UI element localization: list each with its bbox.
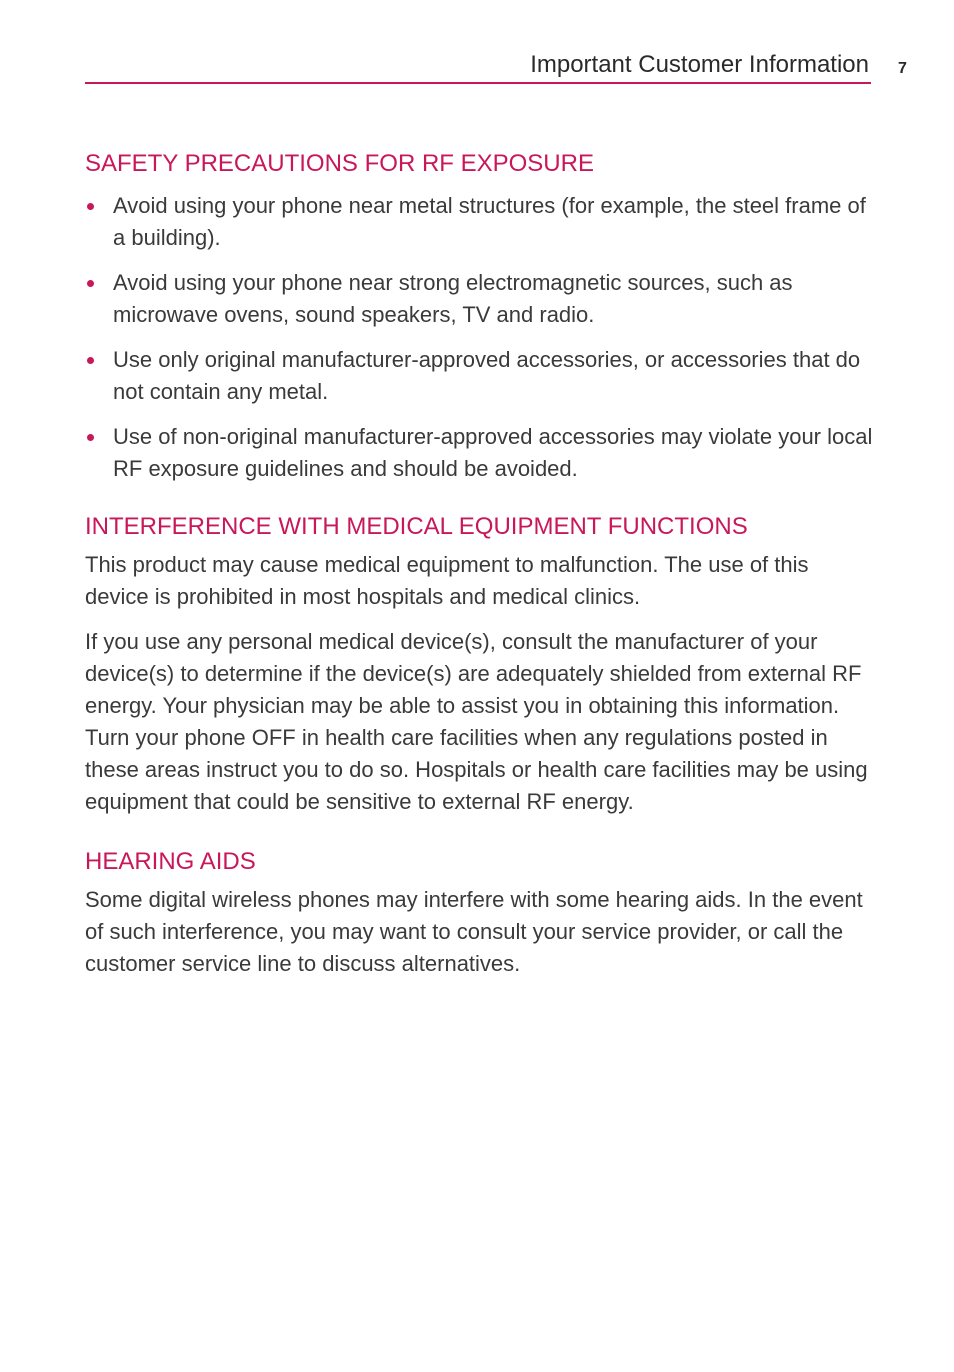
- list-item-text: Use only original manufacturer-approved accessories, or accessories that do not contain any metal.: [113, 347, 861, 404]
- section-medical-interference: [85, 511, 875, 818]
- page-number: 7: [898, 60, 907, 77]
- section-heading-rf-exposure: SAFETY PRECAUTIONS FOR RF EXPOSURE: [85, 150, 594, 177]
- rf-precautions-list: [85, 190, 875, 485]
- list-item-text: Avoid using your phone near metal structures (for example, the steel frame of a building).: [113, 193, 866, 250]
- section-rf-exposure: [85, 148, 875, 485]
- section-hearing-aids: [85, 846, 875, 980]
- paragraph: If you use any personal medical device(s), consult the manufacturer of your device(s) to determine if the device(s) are adequately shielded from external RF energy. Your physician may be able to assist you in obtaining this information. Turn your phone OFF in health care facilities when any regulations posted in these areas instruct you to do so. Hospitals or health care facilities may be using equipment that could be sensitive to external RF energy.: [85, 629, 868, 814]
- bullet-dot-icon: [87, 434, 94, 441]
- bullet-dot-icon: [87, 280, 94, 287]
- list-item: [85, 267, 875, 331]
- bullet-dot-icon: [87, 203, 94, 210]
- section-heading-hearing-aids: HEARING AIDS: [85, 848, 256, 875]
- section-heading-medical-interference: INTERFERENCE WITH MEDICAL EQUIPMENT FUNCTIONS: [85, 513, 748, 540]
- list-item: [85, 344, 875, 408]
- list-item: [85, 190, 875, 254]
- bullet-dot-icon: [87, 357, 94, 364]
- list-item: [85, 421, 875, 485]
- paragraph: Some digital wireless phones may interfere with some hearing aids. In the event of such interference, you may want to consult your service provider, or call the customer service line to discuss alternatives.: [85, 887, 863, 976]
- paragraph: This product may cause medical equipment to malfunction. The use of this device is prohibited in most hospitals and medical clinics.: [85, 552, 809, 609]
- page-header: [85, 48, 871, 84]
- header-title: Important Customer Information: [530, 51, 869, 78]
- list-item-text: Use of non-original manufacturer-approved accessories may violate your local RF exposure guidelines and should be avoided.: [113, 424, 873, 481]
- page-content: [85, 148, 875, 993]
- list-item-text: Avoid using your phone near strong electromagnetic sources, such as microwave ovens, sound speakers, TV and radio.: [113, 270, 793, 327]
